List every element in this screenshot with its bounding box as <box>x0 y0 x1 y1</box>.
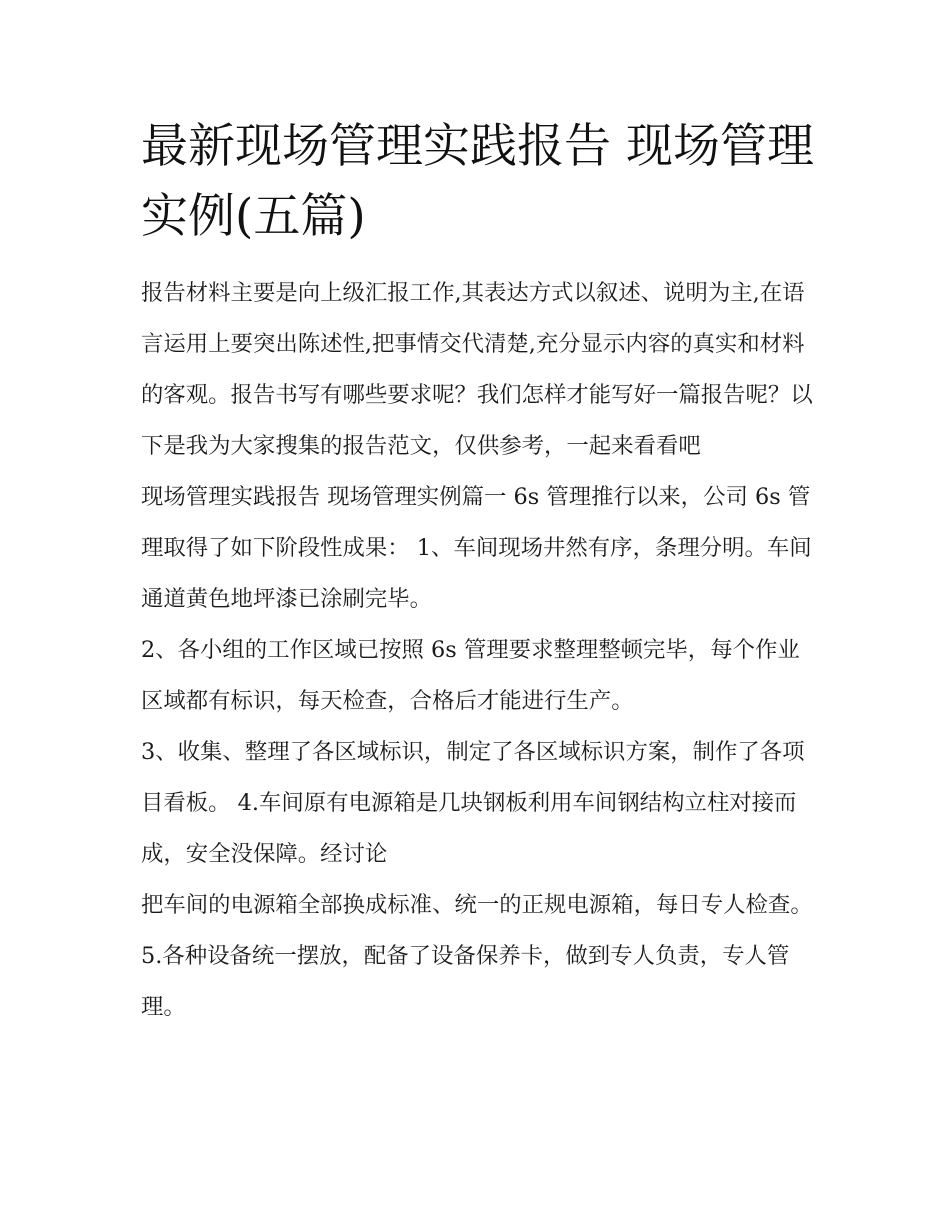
body-paragraph-4: 把车间的电源箱全部换成标准、统一的正规电源箱，每日专人检查。 5.各种设备统一摆放，配备了设备保养卡，做到专人负责，专人管理。 <box>141 892 813 1020</box>
intro-paragraph: 报告材料主要是向上级汇报工作,其表达方式以叙述、说明为主,在语言运用上要突出陈述性,把事情交代清楚,充分显示内容的真实和材料的客观。报告书写有哪些要求呢？我们怎样才能写好一篇报告呢？以下是我为大家搜集的报告范文，仅供参考，一起来看看吧 <box>141 280 813 459</box>
document-title: 最新现场管理实践报告 现场管理实例(五篇) <box>141 119 814 244</box>
document-page <box>141 112 816 1033</box>
body-paragraph-1: 现场管理实践报告 现场管理实例篇一 6s 管理推行以来，公司 6s 管理取得了如下阶段性成果： 1、车间现场井然有序，条理分明。车间通道黄色地坪漆已涂刷完毕。 <box>141 484 812 612</box>
body-paragraph-3: 3、收集、整理了各区域标识，制定了各区域标识方案，制作了各项目看板。 4.车间原有电源箱是几块钢板利用车间钢结构立柱对接而成，安全没保障。经讨论 <box>141 739 805 867</box>
body-paragraph-2: 2、各小组的工作区域已按照 6s 管理要求整理整顿完毕，每个作业区域都有标识，每天检查，合格后才能进行生产。 <box>141 637 800 714</box>
